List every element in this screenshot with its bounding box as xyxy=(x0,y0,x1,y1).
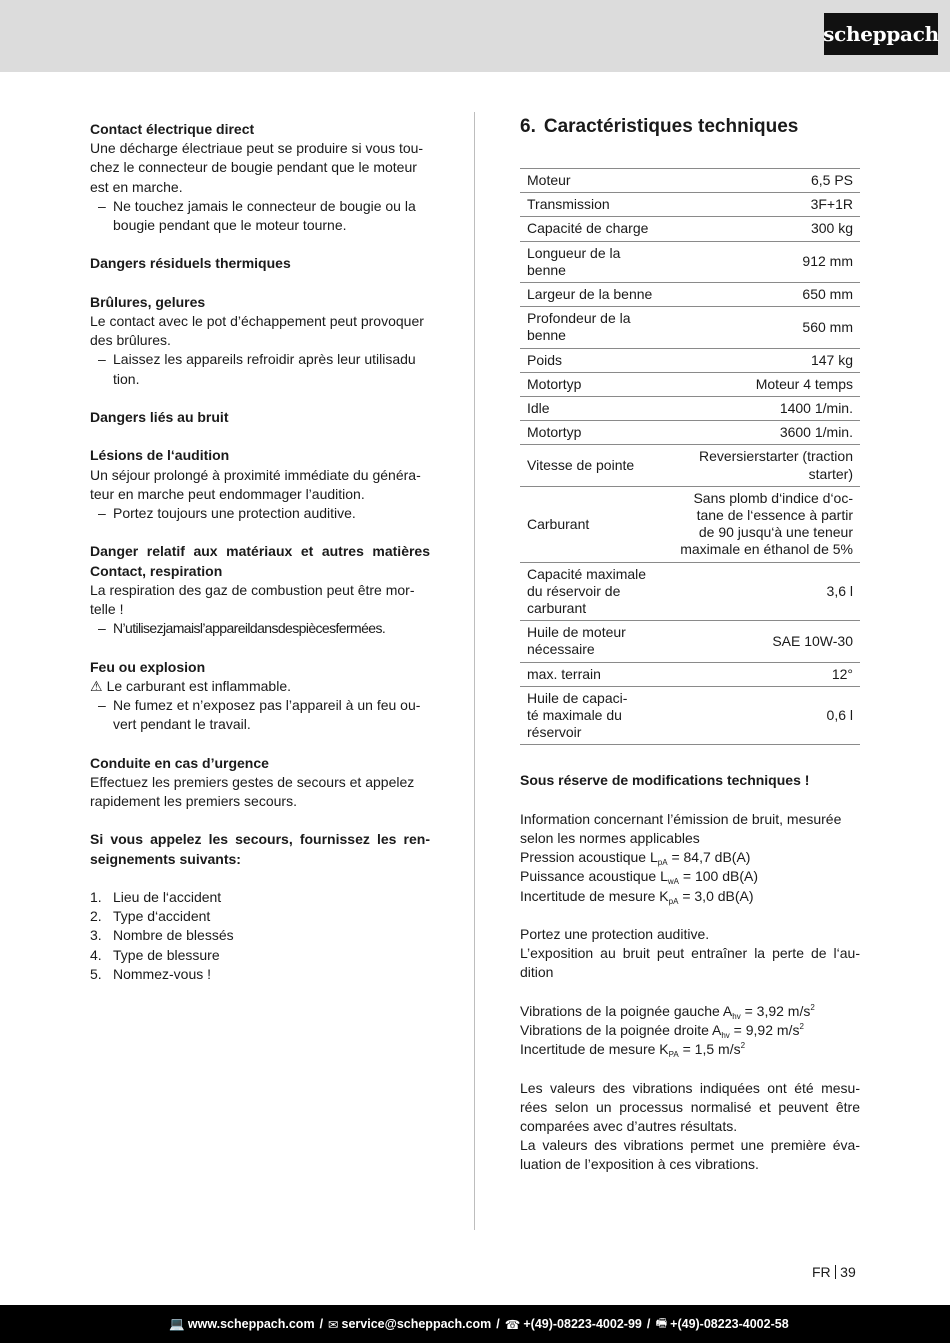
section-call xyxy=(90,830,430,868)
subscript: PA xyxy=(668,1050,679,1060)
warning-text: Le carburant est inflammable. xyxy=(106,677,291,694)
spec-value xyxy=(668,445,860,486)
spec-label-line: Huile de capaci- xyxy=(527,689,628,706)
spec-label xyxy=(520,621,668,662)
label: Vibrations de la poignée gauche A xyxy=(520,1002,733,1019)
paragraph-line: L’exposition au bruit peut entraîner la perte de l‘au- xyxy=(520,945,860,962)
brand-logo: scheppach xyxy=(824,13,938,55)
list-text: Type de blessure xyxy=(113,946,220,963)
spec-value-line: Reversierstarter (traction xyxy=(698,448,853,465)
spec-row xyxy=(520,562,860,621)
noise-info xyxy=(520,810,860,906)
spec-value xyxy=(668,421,860,445)
value: = 100 dB(A) xyxy=(679,868,758,885)
paragraph-line: Information concernant l’émission de bruit, mesurée xyxy=(520,810,842,827)
vibration-values-note xyxy=(520,1079,860,1175)
spec-label-line: Longueur de la xyxy=(527,244,621,261)
spec-value xyxy=(668,486,860,562)
superscript: 2 xyxy=(810,1002,815,1012)
phone-icon: ☎ xyxy=(504,1317,521,1332)
list-text: Nombre de blessés xyxy=(113,927,234,944)
spec-label xyxy=(520,421,668,445)
value: = 1,5 m/s xyxy=(678,1041,741,1058)
section-materials xyxy=(90,542,430,638)
paragraph-line: La respiration des gaz de combustion peut être mor- xyxy=(90,581,415,598)
spec-row xyxy=(520,662,860,686)
footer-separator: / xyxy=(646,1317,651,1331)
spec-value-line: 3,6 l xyxy=(826,582,853,599)
list-item xyxy=(90,946,430,965)
list-text: Lieu de l‘accident xyxy=(113,888,222,905)
footer-separator: / xyxy=(496,1317,500,1331)
spec-label-line: benne xyxy=(527,261,566,278)
spec-label xyxy=(520,241,668,282)
bullet-item: – Ne touchez jamais le connecteur de bougie ou la xyxy=(90,197,430,216)
heading-materials: Danger relatif aux matériaux et autres matières xyxy=(90,543,430,560)
fax-icon: 🖷 xyxy=(655,1315,668,1330)
spec-row xyxy=(520,348,860,372)
label: Puissance acoustique L xyxy=(520,868,668,885)
footer-email-link[interactable]: service@scheppach.com xyxy=(341,1317,492,1331)
paragraph-line: selon les normes applicables xyxy=(520,830,700,847)
protection-note xyxy=(520,925,860,983)
bullet-item: – N’utilisezjamaisl’appareildansdespiècesfermées. xyxy=(90,619,430,638)
spec-label-line: carburant xyxy=(527,600,587,617)
paragraph-line: dition xyxy=(520,964,554,981)
spec-row xyxy=(520,621,860,662)
paragraph-line: des brûlures. xyxy=(90,332,171,349)
paragraph-line: Les valeurs des vibrations indiquées ont été mesu- xyxy=(520,1079,860,1096)
vibration-left-line xyxy=(520,1002,860,1021)
sound-power-line xyxy=(520,867,860,886)
spec-value-line: 12° xyxy=(831,665,853,682)
heading-thermal: Dangers résiduels thermiques xyxy=(90,255,291,272)
spec-value xyxy=(668,241,860,282)
footer-bar xyxy=(0,1305,950,1343)
list-item xyxy=(90,965,430,984)
left-column xyxy=(90,120,430,984)
spec-label-line: benne xyxy=(527,327,566,344)
vibration-uncertainty-line xyxy=(520,1040,860,1059)
emergency-info-list xyxy=(90,888,430,984)
heading-burns: Brûlures, gelures xyxy=(90,293,206,310)
spec-label xyxy=(520,486,668,562)
label: Incertitude de mesure K xyxy=(520,1041,669,1058)
heading-call-continued: seignements suivants: xyxy=(90,850,241,867)
section-fire xyxy=(90,658,430,735)
spec-row xyxy=(520,421,860,445)
value: = 3,92 m/s xyxy=(740,1002,811,1019)
noise-uncertainty-line xyxy=(520,887,860,906)
spec-label xyxy=(520,283,668,307)
list-item xyxy=(90,888,430,907)
vibration-info xyxy=(520,1002,860,1060)
spec-value xyxy=(668,217,860,241)
section-title xyxy=(520,116,860,138)
subscript: hv xyxy=(721,1031,730,1041)
spec-value-line: 912 mm xyxy=(802,253,853,270)
heading-emergency: Conduite en cas d’urgence xyxy=(90,754,269,771)
bullet-continuation: tion. xyxy=(113,370,140,387)
spec-row xyxy=(520,686,860,745)
section-emergency xyxy=(90,754,430,812)
section-number: 6. xyxy=(520,116,536,137)
spec-table-body xyxy=(520,169,860,745)
paragraph-line: est en marche. xyxy=(90,178,183,195)
list-number: 5. xyxy=(90,965,102,982)
spec-value-line: tane de l‘essence à partir xyxy=(696,507,853,524)
paragraph-line: Portez une protection auditive. xyxy=(520,926,710,943)
spec-row xyxy=(520,307,860,348)
spec-label-line: Largeur de la benne xyxy=(527,286,653,303)
spec-value-line: 650 mm xyxy=(802,286,853,303)
paragraph-line: Le contact avec le pot d’échappement peut provoquer xyxy=(90,313,424,329)
spec-value xyxy=(668,169,860,193)
paragraph-line: Une décharge électriaue peut se produire si vous tou- xyxy=(90,140,424,157)
section-burns xyxy=(90,293,430,389)
spec-value-line: de 90 jusqu‘à une teneur xyxy=(698,524,853,541)
spec-label xyxy=(520,397,668,421)
spec-value-line: Moteur 4 temps xyxy=(755,375,853,392)
list-text: Type d‘accident xyxy=(113,908,211,925)
paragraph-line: chez le connecteur de bougie pendant que le moteur xyxy=(90,159,417,176)
spec-value xyxy=(668,621,860,662)
spec-row xyxy=(520,486,860,562)
spec-value xyxy=(668,307,860,348)
page-separator xyxy=(835,1265,837,1279)
footer-phone: +(49)-08223-4002-99 xyxy=(523,1317,642,1331)
spec-label xyxy=(520,307,668,348)
spec-row xyxy=(520,372,860,396)
spec-label-line: nécessaire xyxy=(527,641,595,658)
subscript: wA xyxy=(667,877,679,887)
heading-contact: Contact électrique direct xyxy=(90,121,255,137)
spec-label xyxy=(520,445,668,486)
section-title-text: Caractéristiques techniques xyxy=(543,116,799,137)
paragraph-line: rapidement les premiers secours. xyxy=(90,793,297,809)
spec-value-line: starter) xyxy=(808,465,853,482)
sound-pressure-line xyxy=(520,848,860,867)
list-item xyxy=(90,926,430,945)
spec-label-line: Carburant xyxy=(527,515,590,532)
value: = 3,0 dB(A) xyxy=(678,887,754,904)
spec-label-line: té maximale du xyxy=(527,707,622,724)
spec-label-line: Transmission xyxy=(527,196,610,213)
column-divider xyxy=(474,112,475,1230)
paragraph-line: telle ! xyxy=(90,601,124,617)
spec-value-line: 6,5 PS xyxy=(810,172,853,188)
spec-label-line: Vitesse de pointe xyxy=(527,457,635,474)
heading-fire: Feu ou explosion xyxy=(90,658,206,675)
spec-label-line: Idle xyxy=(527,400,550,417)
spec-label-line: Huile de moteur xyxy=(527,624,626,641)
spec-value-line: SAE 10W-30 xyxy=(772,632,853,649)
spec-value-line: Sans plomb d‘indice d‘oc- xyxy=(693,489,853,506)
warning-triangle-icon: ⚠ xyxy=(90,677,103,694)
paragraph-line: teur en marche peut endommager l’audition. xyxy=(90,485,365,502)
spec-value-line: maximale en éthanol de 5% xyxy=(680,541,853,558)
spec-value-line: 300 kg xyxy=(810,220,853,237)
spec-label-line: Motortyp xyxy=(527,424,582,441)
spec-row xyxy=(520,217,860,241)
label: Pression acoustique L xyxy=(520,849,658,866)
right-column xyxy=(520,112,860,1175)
spec-label xyxy=(520,686,668,745)
laptop-icon: 💻 xyxy=(169,1316,185,1331)
spec-label-line: Capacité de charge xyxy=(527,220,649,237)
spec-table xyxy=(520,168,860,745)
subscript: pA xyxy=(668,896,679,906)
subscript: pA xyxy=(657,858,668,868)
reserve-note: Sous réserve de modifications techniques ! xyxy=(520,772,810,789)
spec-label-line: Motortyp xyxy=(527,375,582,392)
list-text: Nommez-vous ! xyxy=(113,965,212,982)
heading-hearing: Lésions de l‘audition xyxy=(90,447,230,464)
spec-value xyxy=(668,562,860,621)
spec-row xyxy=(520,283,860,307)
paragraph-line: Un séjour prolongé à proximité immédiate du généra- xyxy=(90,466,421,483)
subscript: hv xyxy=(732,1011,741,1021)
spec-value xyxy=(668,397,860,421)
warning-line xyxy=(90,677,430,696)
label: Incertitude de mesure K xyxy=(520,887,669,904)
page-number xyxy=(812,1264,856,1280)
superscript: 2 xyxy=(740,1041,746,1051)
spec-value-line: 3600 1/min. xyxy=(779,424,853,441)
footer-fax: +(49)-08223-4002-58 xyxy=(670,1317,789,1331)
paragraph-line: luation de l’exposition à ces vibrations. xyxy=(520,1156,759,1173)
spec-label xyxy=(520,193,668,217)
footer-website-link[interactable]: www.scheppach.com xyxy=(187,1317,315,1331)
bullet-item: – Ne fumez et n’exposez pas l’appareil à un feu ou- xyxy=(90,696,430,715)
page-num: 39 xyxy=(840,1264,856,1280)
spec-label-line: réservoir xyxy=(527,724,582,741)
spec-row xyxy=(520,445,860,486)
spec-label xyxy=(520,169,668,193)
spec-label-line: max. terrain xyxy=(527,665,601,682)
spec-value xyxy=(668,662,860,686)
spec-value xyxy=(668,348,860,372)
bullet-continuation: vert pendant le travail. xyxy=(113,716,251,733)
bullet-item: – Laissez les appareils refroidir après leur utilisadu xyxy=(90,350,430,369)
list-number: 3. xyxy=(90,927,102,944)
spec-value-line: 560 mm xyxy=(802,318,853,335)
heading-call: Si vous appelez les secours, fournissez les ren- xyxy=(90,831,430,848)
list-number: 4. xyxy=(90,946,102,963)
paragraph-line: comparées avec d’autres résultats. xyxy=(520,1118,738,1135)
list-item xyxy=(90,907,430,926)
spec-label-line: Poids xyxy=(527,351,563,368)
label: Vibrations de la poignée droite A xyxy=(520,1022,722,1039)
list-number: 1. xyxy=(90,888,102,905)
spec-label xyxy=(520,372,668,396)
header-bar xyxy=(0,0,950,72)
list-number: 2. xyxy=(90,908,102,925)
spec-label xyxy=(520,348,668,372)
spec-value-line: 1400 1/min. xyxy=(779,400,853,417)
spec-row xyxy=(520,241,860,282)
spec-label-line: du réservoir de xyxy=(527,582,621,599)
footer-separator: / xyxy=(319,1317,324,1331)
superscript: 2 xyxy=(799,1022,804,1032)
heading-respiration: Contact, respiration xyxy=(90,562,223,579)
section-hearing xyxy=(90,446,430,523)
mail-icon: ✉ xyxy=(328,1317,339,1332)
spec-value-line: 3F+1R xyxy=(810,196,853,213)
spec-value-line: 0,6 l xyxy=(826,707,853,724)
spec-row xyxy=(520,193,860,217)
spec-label xyxy=(520,217,668,241)
bullet-continuation: bougie pendant que le moteur tourne. xyxy=(113,217,347,234)
spec-row xyxy=(520,169,860,193)
spec-label xyxy=(520,562,668,621)
spec-label xyxy=(520,662,668,686)
heading-noise: Dangers liés au bruit xyxy=(90,409,229,425)
spec-value xyxy=(668,686,860,745)
page-lang: FR xyxy=(812,1264,831,1280)
spec-row xyxy=(520,397,860,421)
spec-value xyxy=(668,372,860,396)
bullet-item: – Portez toujours une protection auditive. xyxy=(90,504,430,523)
spec-value-line: 147 kg xyxy=(810,351,853,368)
value: = 9,92 m/s xyxy=(729,1022,800,1039)
value: = 84,7 dB(A) xyxy=(667,849,751,866)
spec-label-line: Capacité maximale xyxy=(527,565,647,582)
spec-value xyxy=(668,193,860,217)
vibration-right-line xyxy=(520,1021,860,1040)
section-contact xyxy=(90,120,430,235)
paragraph-line: La valeurs des vibrations permet une première éva- xyxy=(520,1137,860,1154)
paragraph-line: Effectuez les premiers gestes de secours et appelez xyxy=(90,773,415,790)
spec-value xyxy=(668,283,860,307)
spec-label-line: Moteur xyxy=(527,172,571,188)
spec-label-line: Profondeur de la xyxy=(527,310,631,327)
paragraph-line: rées selon un processus normalisé et peuvent être xyxy=(520,1098,860,1115)
